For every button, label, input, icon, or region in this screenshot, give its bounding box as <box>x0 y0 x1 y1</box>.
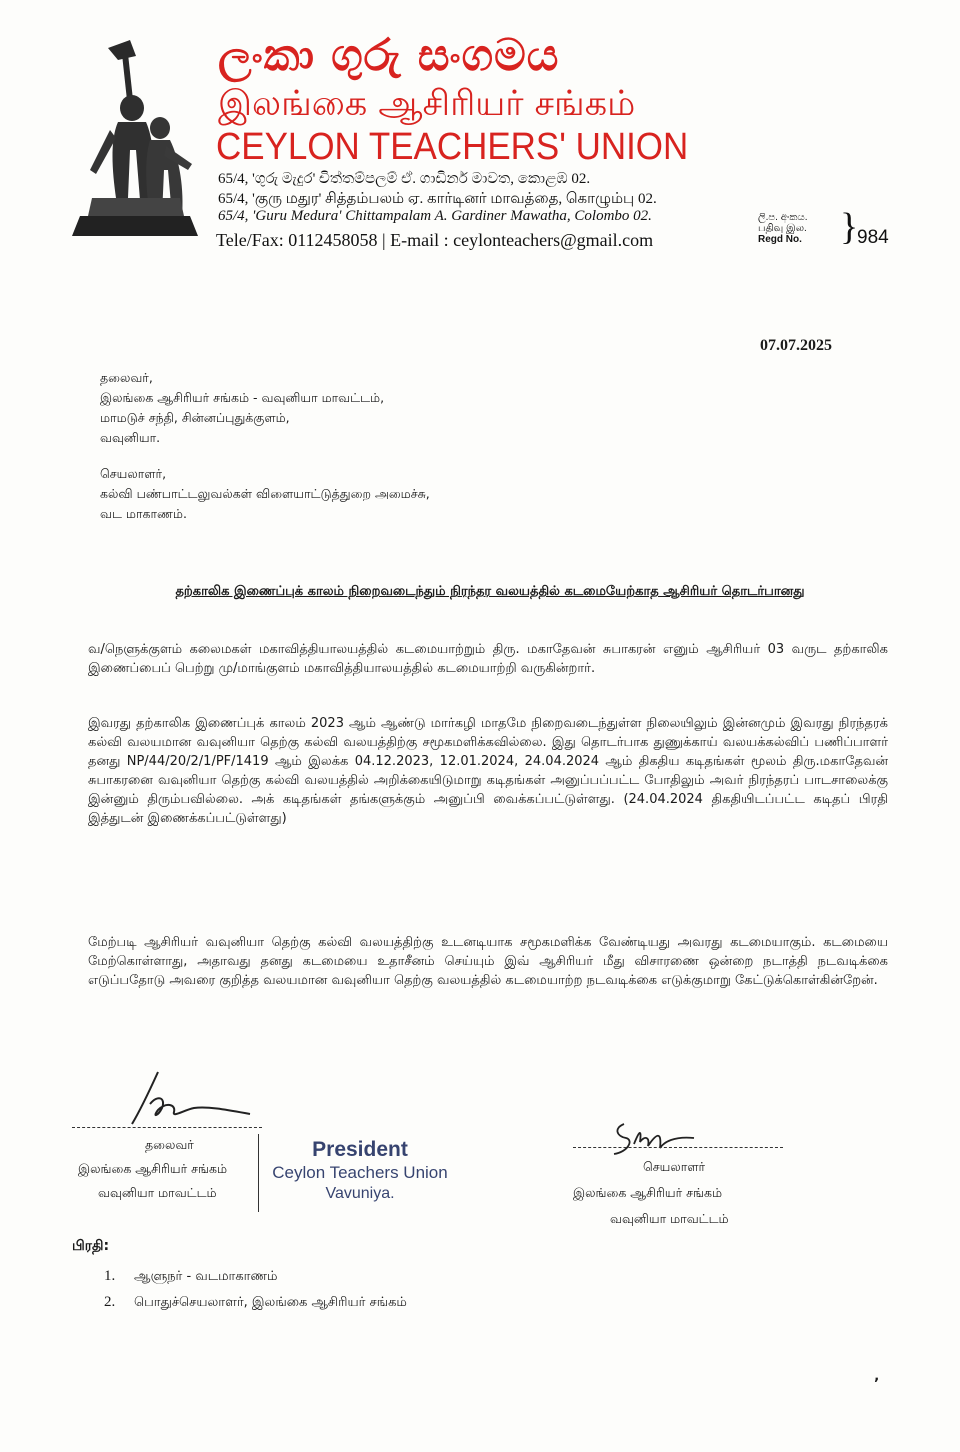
registration-label <box>758 212 848 245</box>
regd-label-tamil: பதிவு இல. <box>758 223 807 234</box>
copy-number: 1. <box>104 1268 116 1284</box>
union-name-tamil: இலங்கை ஆசிரியர் சங்கம் <box>218 84 636 124</box>
regd-label-sinhala: ලි.ප. අංකය. <box>758 212 808 223</box>
signatory-district: வவுனியா மாவட்டம் <box>610 1211 729 1226</box>
signatory-district: வவுனியா மாவட்டம் <box>98 1185 217 1200</box>
signatory-org: இலங்கை ஆசிரியர் சங்கம் <box>573 1185 723 1200</box>
recipient2-line: கல்வி பண்பாட்டலுவல்கள் விளையாட்டுத்துறை அமைச்சு, <box>100 486 430 501</box>
stamp-line: President <box>312 1138 408 1161</box>
body-paragraph-2: இவரது தற்காலிக இணைப்புக் காலம் 2023 ஆம் ஆண்டு மார்கழி மாதமே நிறைவடைந்துள்ள நிலையிலும் இன்னமும் இவரது நிரந்தரக் கல்வி வலயமான வவுனியா தெற்கு கல்வி வலயத்திற்கு சமூகமளிக்கவில்லை. இது தொடர்பாக துணுக்காய் வலயக்கல்விப் பணிப்பாளர் தனது NP/44/20/2/1/PF/1419 ஆம் இலக்க 04.12.2023, 12.01.2024, 24.04.2024 ஆம் திகதிய கடிதங்கள் மூலம் திரு.மகாதேவன் சுபாகரனை வவுனியா தெற்கு கல்வி வலயத்தில் அறிக்கையிடுமாறு கடிதங்கள் அனுப்பப்பட்ட போதிலும் அவர் நிரந்தரப் பாடசாலைக்கு இன்னும் திரும்பவில்லை. அக் கடிதங்கள் தங்களுக்கும் அனுப்பி வைக்கப்பட்டுள்ளது. (24.04.2024 திகதியிடப்பட்ட கடிதப் பிரதி இத்துடன் இணைக்கப்பட்டுள்ளது) <box>88 716 888 826</box>
president-signature-icon <box>118 1064 258 1134</box>
corner-mark: ʼ <box>874 1376 880 1392</box>
regd-brace-icon: } <box>840 206 859 248</box>
recipient-address-2 <box>100 464 430 524</box>
copy-item <box>104 1268 277 1285</box>
president-stamp <box>255 1138 465 1205</box>
regd-label-english: Regd No. <box>758 234 802 245</box>
stamp-line: Ceylon Teachers Union <box>272 1163 448 1182</box>
copy-recipient: ஆளுநர் - வடமாகாணம் <box>134 1269 278 1284</box>
copy-recipient: பொதுச்செயலாளர், இலங்கை ஆசிரியர் சங்கம் <box>134 1295 407 1310</box>
body-paragraph-1: வ/நெளுக்குளம் கலைமகள் மகாவித்தியாலயத்தில் கடமையாற்றும் திரு. மகாதேவன் சுபாகரன் எனும் ஆசிரியர் 03 வருட தற்காலிக இணைப்பைப் பெற்று மு/மாங்குளம் மகாவித்தியாலயத்தில் கடமையாற்றி வருகின்றார். <box>88 642 888 676</box>
address-sinhala: 65/4, 'ගුරු මැදුර' චිත්තම්පලම් ඒ. ගාඩිනර් මාවත, කොළඹ 02. <box>218 171 591 187</box>
recipient-address-1 <box>100 368 384 448</box>
address-tamil: 65/4, 'குரு மதுர' சித்தம்பலம் ஏ. கார்டினர் மாவத்தை, கொழும்பு 02. <box>218 191 657 207</box>
recipient1-line: தலைவர், <box>100 370 153 385</box>
copies-heading: பிரதி: <box>72 1238 110 1254</box>
address-english: 65/4, 'Guru Medura' Chittampalam A. Gardiner Mawatha, Colombo 02. <box>218 208 652 224</box>
registration-number: 984 <box>857 227 889 248</box>
copy-item <box>104 1294 407 1311</box>
copy-number: 2. <box>104 1294 116 1310</box>
union-statue-logo-icon <box>70 30 200 245</box>
letter-subject: தற்காலிக இணைப்புக் காலம் நிறைவடைந்தும் நிரந்தர வலயத்தில் கடமையேற்காத ஆசிரியர் தொடர்பானது <box>175 584 805 599</box>
letter-date: 07.07.2025 <box>760 337 832 354</box>
signatory-org: இலங்கை ஆசிரியர் சங்கம் <box>78 1161 228 1176</box>
signature-line <box>573 1147 783 1148</box>
recipient1-line: வவுனியா. <box>100 430 161 445</box>
body-paragraph-3: மேற்படி ஆசிரியர் வவுனியா தெற்கு கல்வி வலயத்திற்கு உடனடியாக சமூகமளிக்க வேண்டியது அவரது கடமையாகும். கடமையை மேற்கொள்ளாது, அதாவது தனது கடமையை உதாசீனம் செய்யும் இவ் ஆசிரியர் மீது விசாரணை ஒன்றை நடாத்தி நடவடிக்கை எடுப்பதோடு அவரை குறித்த வலயமான வவுனியா தெற்கு வலயத்தில் கடமையாற்ற நடவடிக்கை எடுக்குமாறு கேட்டுக்கொள்கின்றேன். <box>88 935 888 988</box>
contact-line: Tele/Fax: 0112458058 | E-mail : ceylonteachers@gmail.com <box>216 230 654 250</box>
recipient1-line: இலங்கை ஆசிரியர் சங்கம் - வவுனியா மாவட்டம், <box>100 390 385 405</box>
recipient2-line: செயலாளர், <box>100 466 167 481</box>
recipient1-line: மாமடுச் சந்தி, சின்னப்புதுக்குளம், <box>100 410 290 425</box>
union-name-english: CEYLON TEACHERS' UNION <box>216 126 689 168</box>
signature-line <box>72 1127 262 1128</box>
stamp-line: Vavuniya. <box>325 1185 395 1202</box>
signatory-title: தலைவர் <box>145 1137 194 1152</box>
signatory-title: செயலாளர் <box>643 1159 706 1174</box>
union-name-sinhala: ලංකා ගුරු සංගමය <box>218 30 560 81</box>
recipient2-line: வட மாகாணம். <box>100 506 187 521</box>
